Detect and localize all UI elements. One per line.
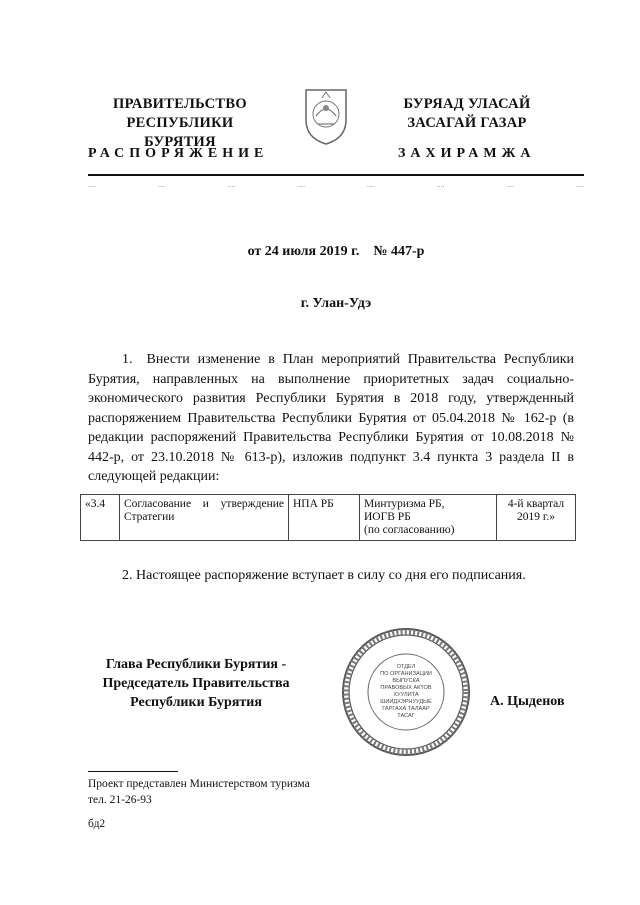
signatory-name: А. Цыденов — [490, 694, 565, 709]
date-number: от 24 июля 2019 г. № 447-р — [247, 244, 425, 259]
footer-line1: Проект представлен Министерством туризма — [88, 778, 310, 790]
measures-table — [80, 494, 576, 541]
table-cell-number: «3.4 — [81, 495, 120, 541]
table-cell-executor: Минтуризма РБ, ИОГВ РБ (по согласованию) — [360, 495, 497, 541]
signatory-title-line3: Республики Бурятия — [130, 695, 262, 710]
signatory-title — [78, 655, 314, 712]
header-left-title — [90, 95, 270, 152]
header-right-title — [382, 95, 552, 133]
signatory-title-line1: Глава Республики Бурятия - — [105, 657, 287, 672]
header-left-line2: РЕСПУБЛИКИ БУРЯТИЯ — [126, 115, 234, 150]
coat-of-arms-emblem — [302, 84, 350, 146]
footer-line2: тел. 21-26-93 — [88, 794, 152, 806]
header-left-line1: ПРАВИТЕЛЬСТВО — [113, 96, 247, 112]
header-right-line2: ЗАСАГАЙ ГАЗАР — [407, 115, 527, 131]
doc-type-right: ЗАХИРАМЖА — [398, 146, 536, 161]
footer-note — [88, 776, 310, 808]
footer-code: бд2 — [88, 818, 106, 830]
city: г. Улан-Удэ — [300, 296, 372, 311]
table-cell-deadline: 4-й квартал 2019 г.» — [497, 495, 576, 541]
table-cell-action: Согласование и утверждение Стратегии — [120, 495, 289, 541]
table-cell-doc: НПА РБ — [289, 495, 360, 541]
signatory-title-line2: Председатель Правительства — [102, 676, 290, 691]
doc-type-left: РАСПОРЯЖЕНИЕ — [88, 146, 269, 161]
header-dotted-line: .... .... .... .... .... .... .... .... — [88, 180, 584, 189]
footer-rule — [88, 771, 178, 772]
header-rule — [88, 174, 584, 176]
paragraph-2: 2. Настоящее распоряжение вступает в силу со дня его подписания. — [122, 568, 526, 583]
table-row — [81, 495, 576, 541]
paragraph-1: 1. Внести изменение в План мероприятий Правительства Республики Бурятия, направленных на выполнение приоритетных задач социально-экономического развития Республики Бурятия в 2018 году, утвержденный распоряжением Правительства Республики Бурятия от 05.04.2018 № 162-р (в редакции распоряжений Правительства Республики Бурятия от 10.08.2018 № 442-р, от 23.10.2018 № 613-р), изложив подпункт 3.4 пункта 3 раздела II в следующей редакции: — [88, 352, 574, 484]
stamp-center-text: ОТДЕЛ ПО ОРГАНИЗАЦИИ ВЫПУСКА ПРАВОВЫХ АКТОВ ХУУЛИТА ШИИДХЭРНУУДЫЕ ГАРГАХА ТАЛААР ТАСАГ — [380, 664, 432, 719]
header-right-line1: БУРЯАД УЛАСАЙ — [403, 96, 531, 112]
